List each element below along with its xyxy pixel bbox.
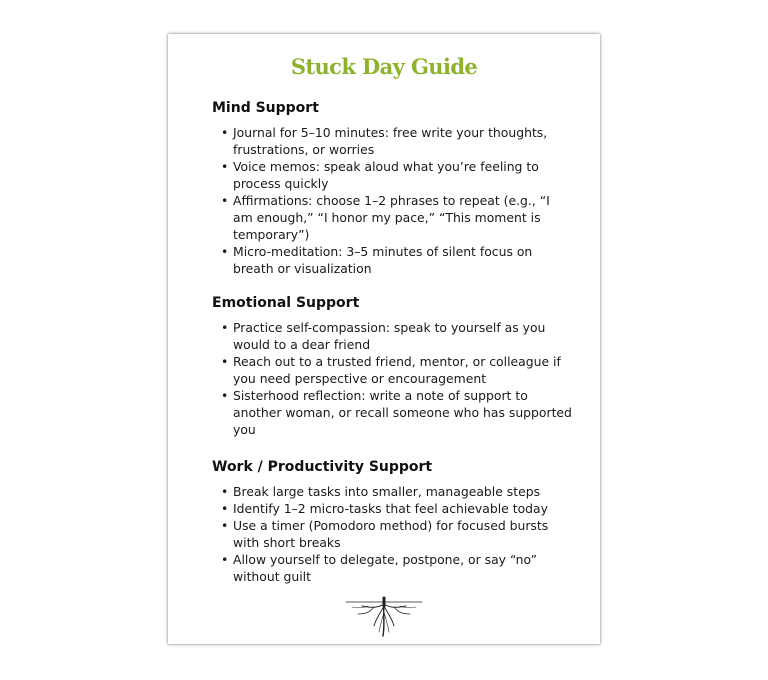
bullet-list bbox=[212, 483, 572, 585]
list-item: • Break large tasks into smaller, manageable steps bbox=[221, 484, 541, 499]
section-emotional-support bbox=[212, 295, 572, 438]
list-item: • Use a timer (Pomodoro method) for focused bursts with short breaks bbox=[221, 518, 549, 550]
list-item: • Affirmations: choose 1–2 phrases to repeat (e.g., “I am enough,” “I honor my pace,” “This moment is temporary”) bbox=[221, 193, 550, 242]
list-item: • Sisterhood reflection: write a note of support to another woman, or recall someone who has supported you bbox=[221, 388, 572, 437]
section-heading: Work / Productivity Support bbox=[212, 459, 433, 475]
roots-icon bbox=[344, 594, 424, 639]
bullet-list bbox=[212, 319, 572, 438]
section-heading: Emotional Support bbox=[212, 295, 360, 311]
list-item: • Identify 1–2 micro-tasks that feel achievable today bbox=[221, 501, 548, 516]
list-item: • Reach out to a trusted friend, mentor, or colleague if you need perspective or encouragement bbox=[221, 354, 561, 386]
bullet-list bbox=[212, 124, 572, 277]
list-item: • Micro-meditation: 3–5 minutes of silent focus on breath or visualization bbox=[221, 244, 533, 276]
section-mind-support bbox=[212, 100, 572, 277]
list-item: • Allow yourself to delegate, postpone, or say “no” without guilt bbox=[221, 552, 538, 584]
list-item: • Voice memos: speak aloud what you’re feeling to process quickly bbox=[221, 159, 539, 191]
guide-page bbox=[168, 34, 600, 644]
section-heading: Mind Support bbox=[212, 100, 319, 116]
section-work-productivity-support bbox=[212, 459, 572, 585]
page-title: Stuck Day Guide bbox=[290, 54, 478, 79]
list-item: • Journal for 5–10 minutes: free write your thoughts, frustrations, or worries bbox=[221, 125, 548, 157]
list-item: • Practice self-compassion: speak to yourself as you would to a dear friend bbox=[221, 320, 546, 352]
